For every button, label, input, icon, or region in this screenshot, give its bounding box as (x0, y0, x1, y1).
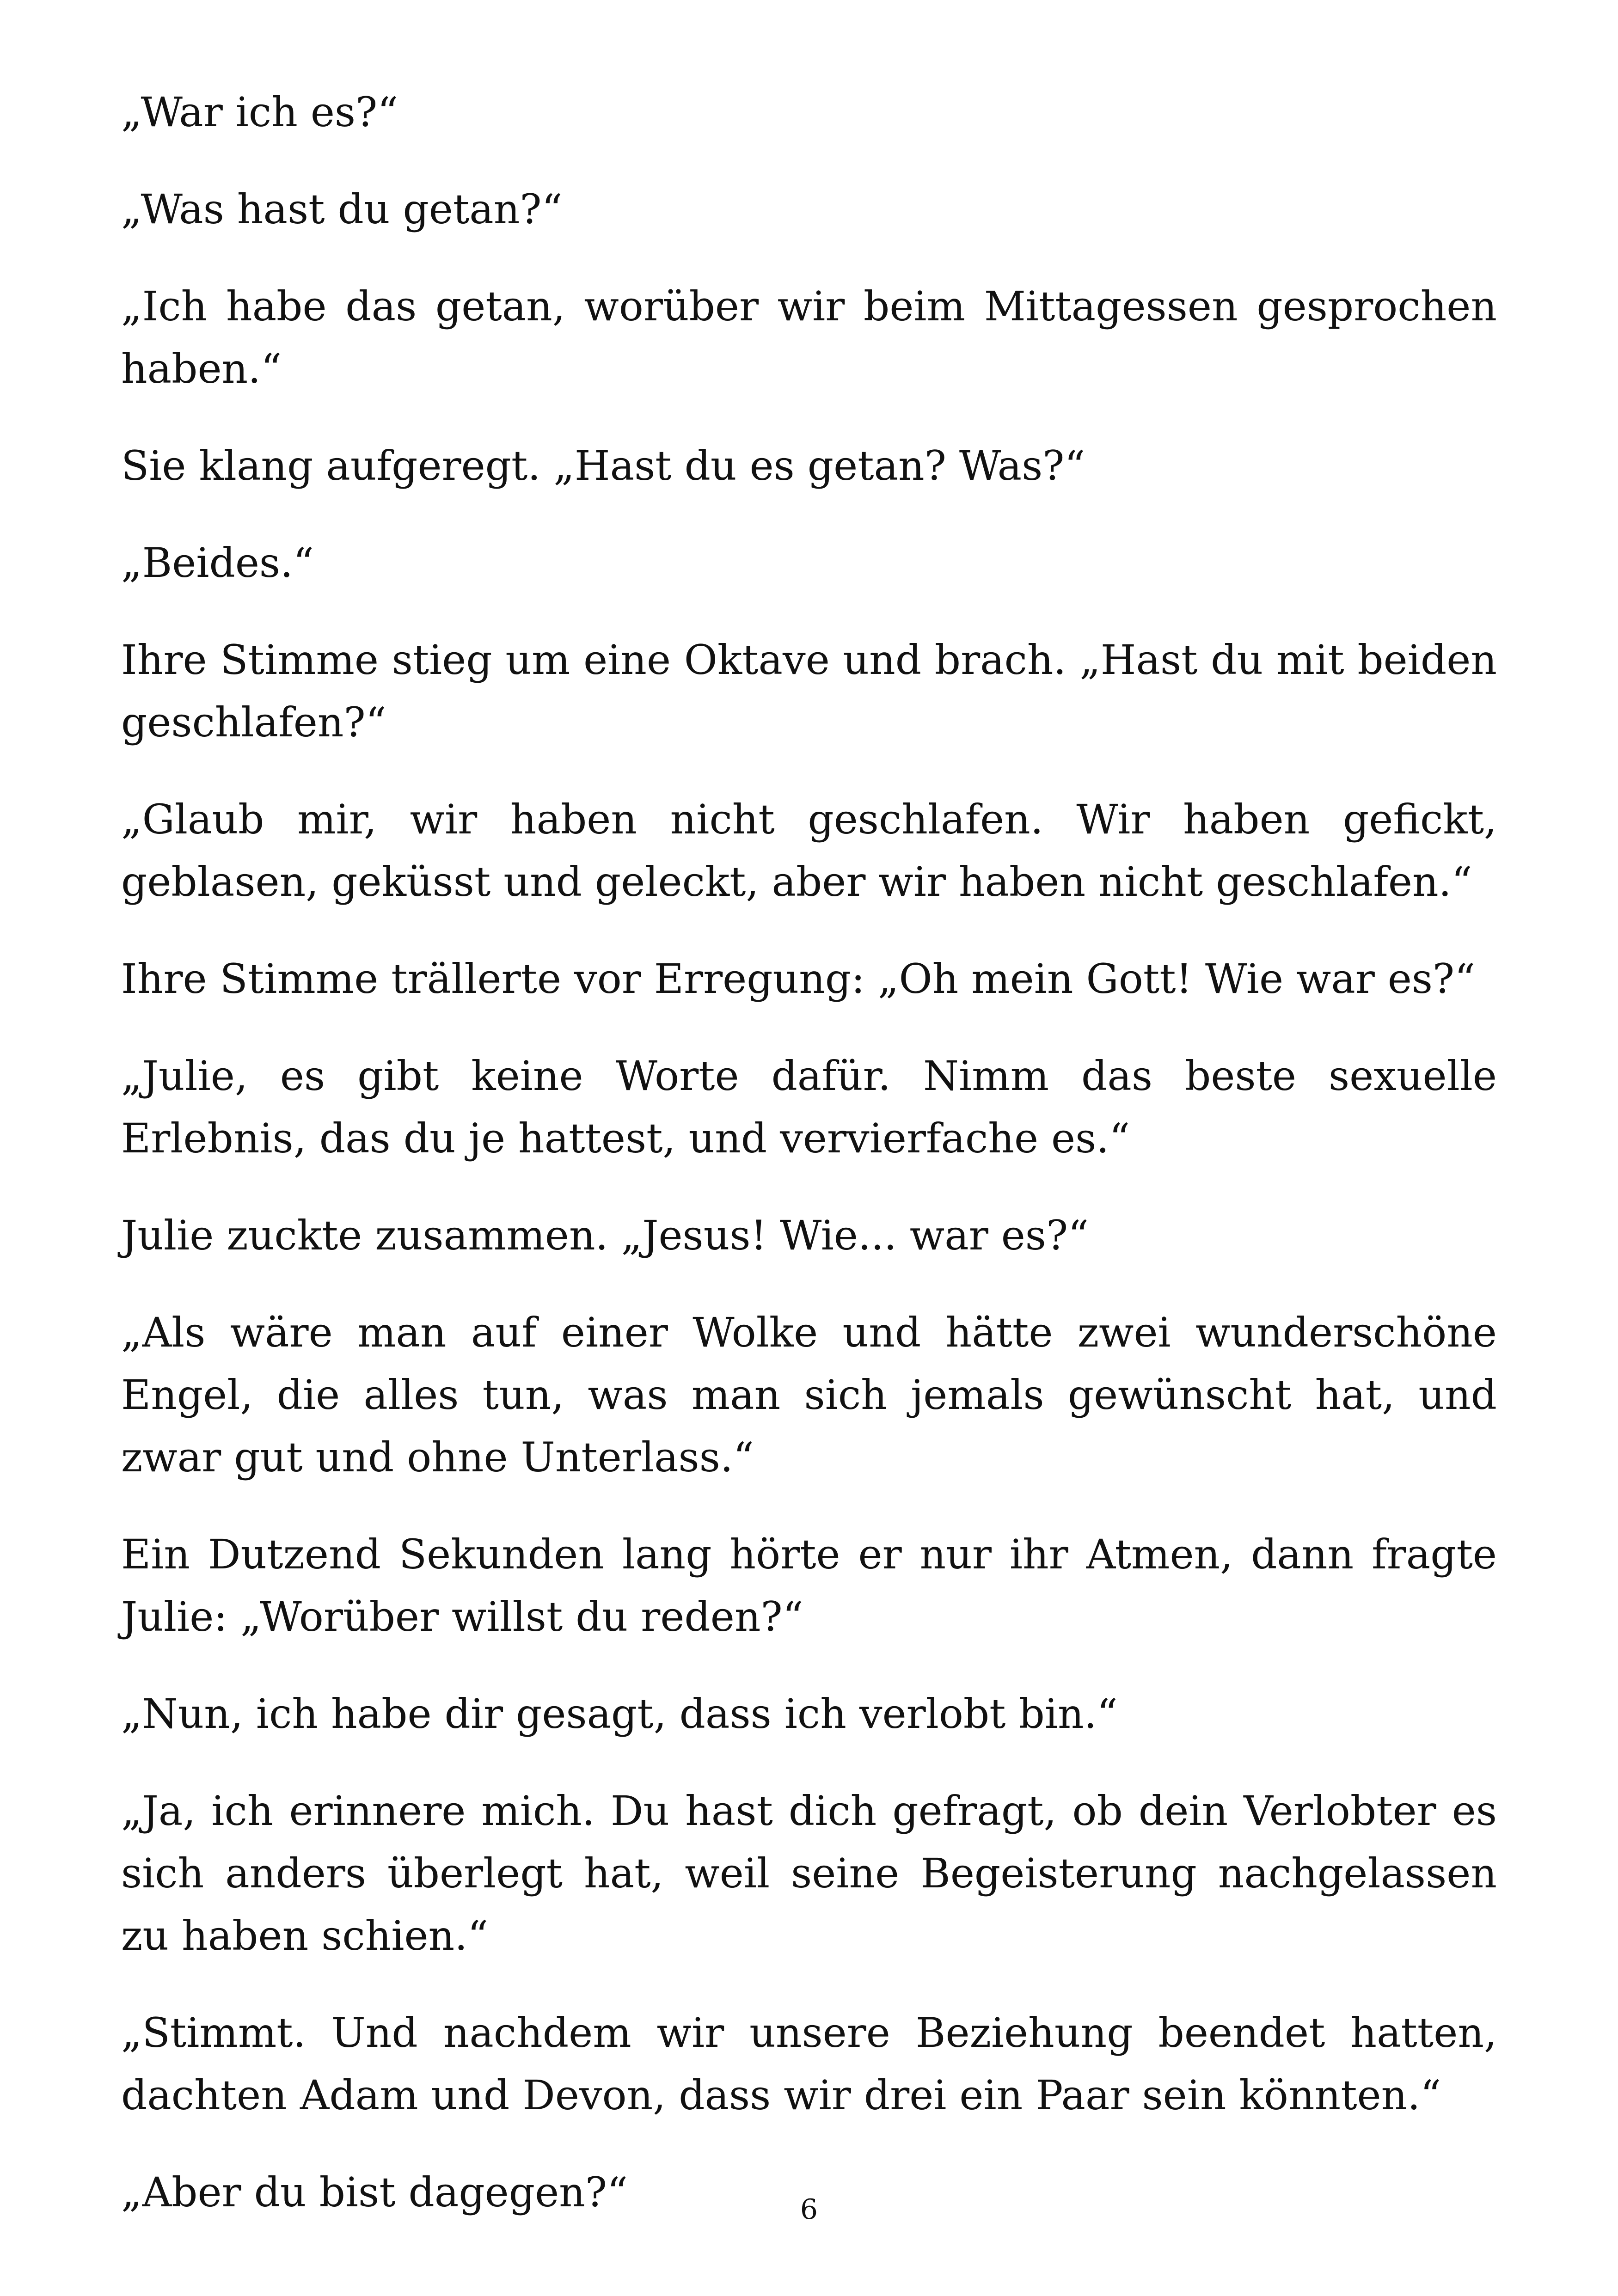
paragraph: „Nun, ich habe dir gesagt, dass ich verlobt bin.“ (121, 1690, 1118, 1738)
paragraph: „Beides.“ (121, 539, 314, 587)
paragraph: Ihre Stimme stieg um eine Oktave und brach. „Hast du mit beiden geschlafen?“ (121, 636, 1497, 746)
paragraph: „War ich es?“ (121, 88, 398, 136)
paragraph: „Was hast du getan?“ (121, 185, 563, 233)
paragraph: Ein Dutzend Sekunden lang hörte er nur ihr Atmen, dann fragte Julie: „Worüber willst du reden?“ (121, 1531, 1497, 1641)
paragraph: „Aber du bist dagegen?“ (121, 2168, 628, 2216)
paragraph: „Stimmt. Und nachdem wir unsere Beziehung beendet hatten, dachten Adam und Devon, dass wir drei ein Paar sein könnten.“ (121, 2009, 1497, 2119)
paragraph: „Glaub mir, wir haben nicht geschlafen. Wir haben gefickt, geblasen, geküsst und geleckt, aber wir haben nicht geschlafen.“ (121, 796, 1497, 906)
paragraph: „Ja, ich erinnere mich. Du hast dich gefragt, ob dein Verlobter es sich anders überlegt hat, weil seine Begeisterung nachgelassen zu haben schien.“ (121, 1787, 1497, 1959)
paragraph: Sie klang aufgeregt. „Hast du es getan? Was?“ (121, 442, 1085, 490)
paragraph: „Als wäre man auf einer Wolke und hätte zwei wunderschöne Engel, die alles tun, was man sich jemals gewünscht hat, und zwar gut und ohne Unterlass.“ (121, 1309, 1497, 1481)
paragraph: „Julie, es gibt keine Worte dafür. Nimm das beste sexuelle Erlebnis, das du je hattest, und vervierfache es.“ (121, 1052, 1497, 1162)
paragraph: „Ich habe das getan, worüber wir beim Mittagessen gesprochen haben.“ (121, 282, 1497, 392)
page-body (121, 81, 1497, 2216)
page-number: 6 (800, 2193, 818, 2226)
paragraph: Ihre Stimme trällerte vor Erregung: „Oh mein Gott! Wie war es?“ (121, 955, 1476, 1003)
paragraph: Julie zuckte zusammen. „Jesus! Wie... war es?“ (121, 1212, 1089, 1259)
